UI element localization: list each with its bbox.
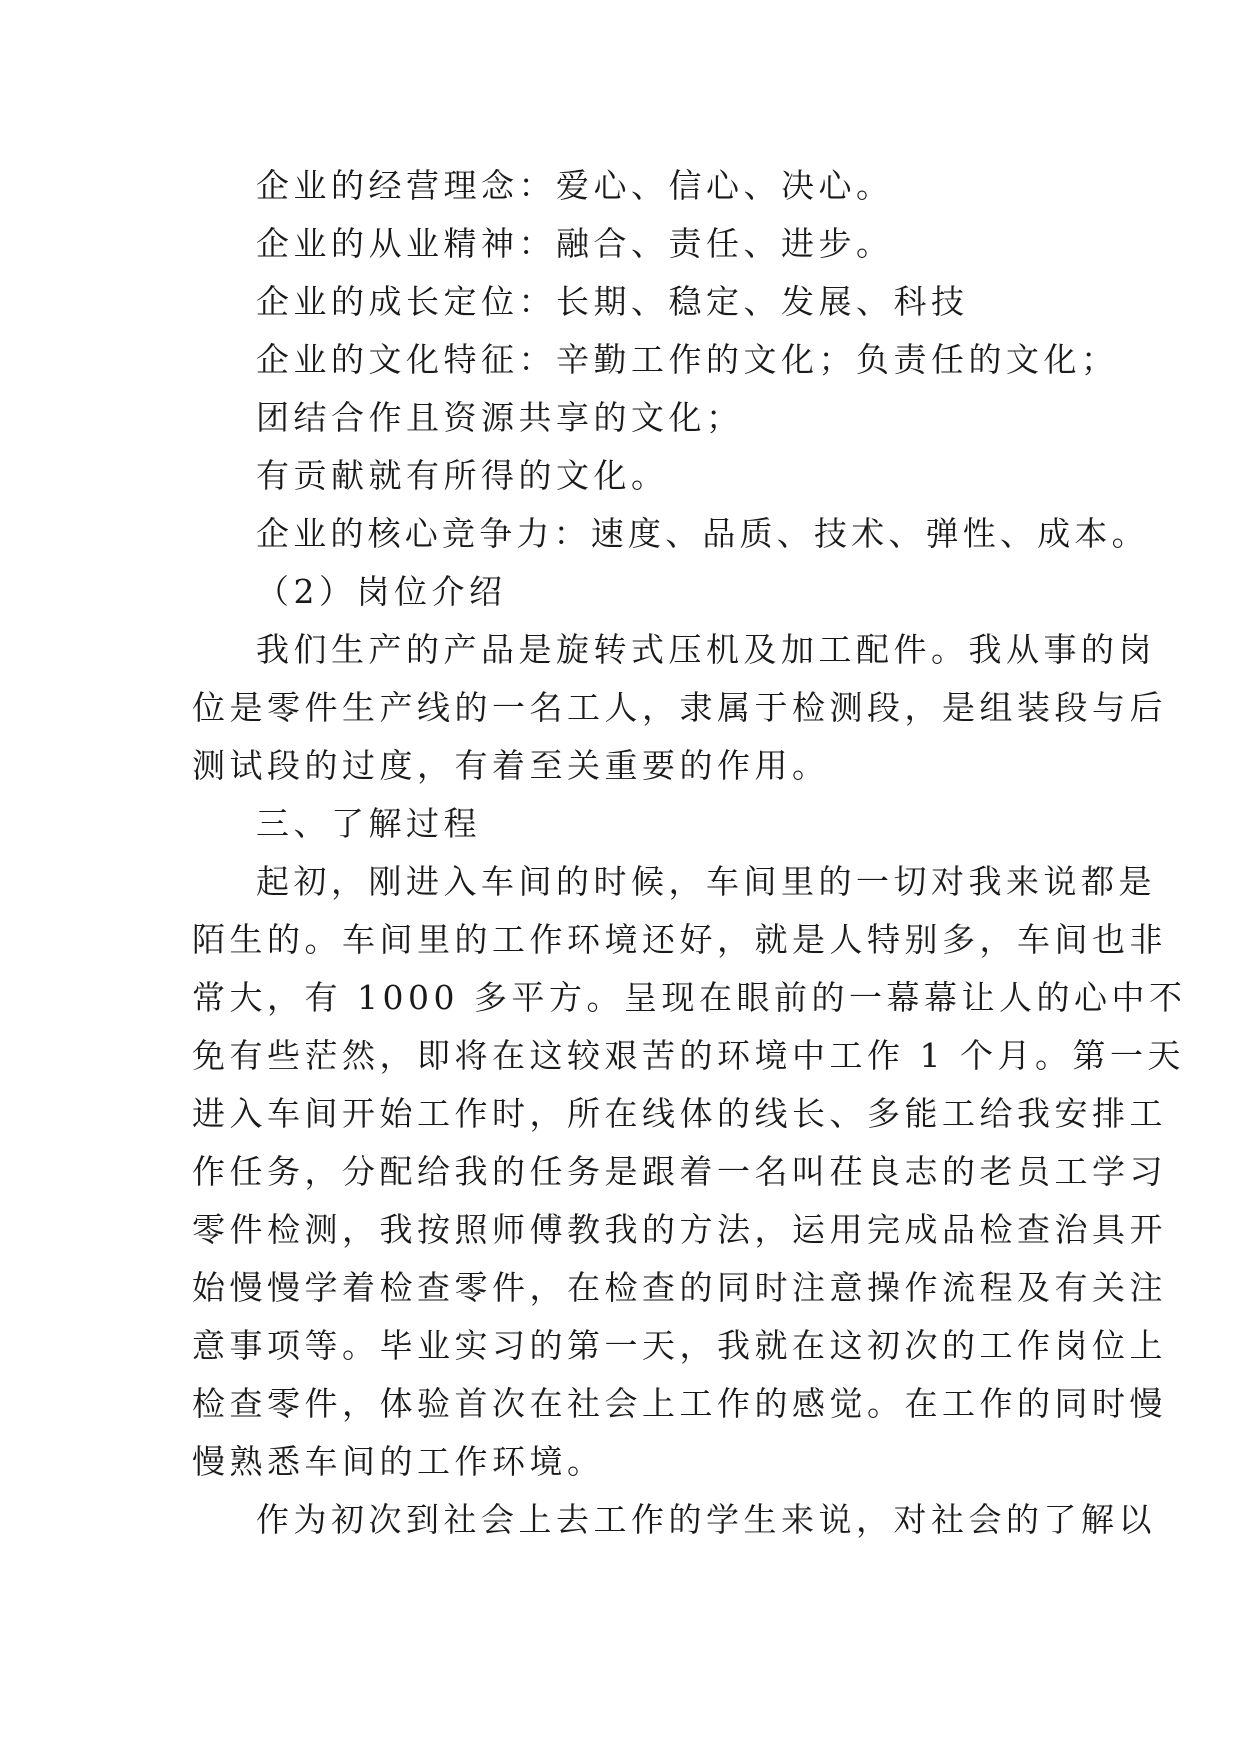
paragraph-line: 我们生产的产品是旋转式压机及加工配件。我从事的岗	[256, 630, 1156, 669]
section-heading-process: 三、了解过程	[256, 804, 481, 843]
paragraph-line: 免有些茫然，即将在这较艰苦的环境中工作 1 个月。第一天	[192, 1036, 1185, 1075]
paragraph-line: 意事项等。毕业实习的第一天，我就在这初次的工作岗位上	[192, 1326, 1167, 1365]
paragraph-line: 零件检测，我按照师傅教我的方法，运用完成品检查治具开	[192, 1210, 1167, 1249]
culture-line-teamwork: 团结合作且资源共享的文化；	[256, 398, 744, 437]
culture-line-growth-position: 企业的成长定位：长期、稳定、发展、科技	[256, 282, 969, 321]
culture-line-culture-features: 企业的文化特征：辛勤工作的文化；负责任的文化；	[256, 340, 1119, 379]
paragraph-line: 测试段的过度，有着至关重要的作用。	[192, 746, 830, 785]
culture-line-business-philosophy: 企业的经营理念：爱心、信心、决心。	[256, 166, 894, 205]
paragraph-line: 陌生的。车间里的工作环境还好，就是人特别多，车间也非	[192, 920, 1167, 959]
paragraph-line: 慢熟悉车间的工作环境。	[192, 1442, 605, 1481]
paragraph-line: 作为初次到社会上去工作的学生来说，对社会的了解以	[256, 1500, 1156, 1539]
section-heading-job-intro: （2）岗位介绍	[256, 572, 507, 611]
culture-line-contribution: 有贡献就有所得的文化。	[256, 456, 669, 495]
paragraph-line: 常大，有 1000 多平方。呈现在眼前的一幕幕让人的心中不	[192, 978, 1187, 1017]
paragraph-line: 始慢慢学着检查零件，在检查的同时注意操作流程及有关注	[192, 1268, 1167, 1307]
paragraph-line: 检查零件，体验首次在社会上工作的感觉。在工作的同时慢	[192, 1384, 1167, 1423]
paragraph-line: 起初，刚进入车间的时候，车间里的一切对我来说都是	[256, 862, 1156, 901]
paragraph-line: 作任务，分配给我的任务是跟着一名叫茌良志的老员工学习	[192, 1152, 1167, 1191]
paragraph-line: 进入车间开始工作时，所在线体的线长、多能工给我安排工	[192, 1094, 1167, 1133]
culture-line-core-competence: 企业的核心竞争力：速度、品质、技术、弹性、成本。	[256, 514, 1149, 553]
culture-line-work-spirit: 企业的从业精神：融合、责任、进步。	[256, 224, 894, 263]
paragraph-line: 位是零件生产线的一名工人，隶属于检测段，是组装段与后	[192, 688, 1167, 727]
